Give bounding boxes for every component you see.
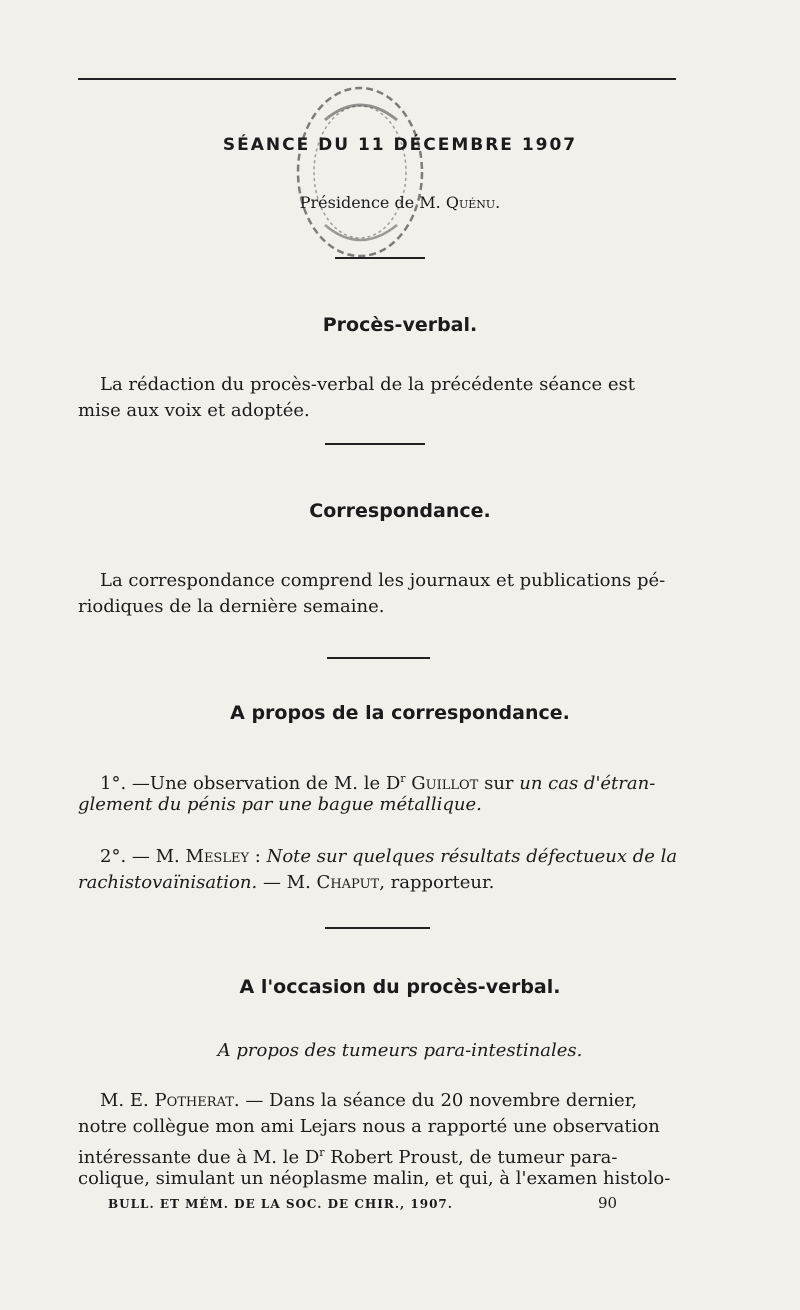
item2-italic-b: rachistovaïnisation.: [78, 872, 258, 893]
occasion-line-3-b: Robert Proust, de tumeur para-: [330, 1147, 618, 1168]
footer-bulletin: BULL. ET MÉM. DE LA SOC. DE CHIR., 1907.: [108, 1197, 453, 1211]
occasion-line-1: [100, 1088, 637, 1113]
a-propos-item-2-line-2: [78, 870, 494, 895]
correspondance-title: Correspondance.: [309, 500, 491, 522]
occasion-line-1-rest: — Dans la séance du 20 novembre dernier,: [245, 1090, 638, 1111]
a-propos-item-2-line-1: [100, 844, 677, 869]
occasion-line-3-a: intéressante due à M. le D: [78, 1147, 320, 1168]
separator-rule-3: [325, 927, 430, 929]
separator-rule-1: [325, 443, 425, 445]
item2-colon: :: [254, 846, 261, 867]
separator-rule-2: [327, 657, 430, 659]
occasion-subtitle-text: A propos des tumeurs para-intestinales.: [217, 1040, 583, 1061]
proces-verbal-line-2: mise aux voix et adoptée.: [78, 400, 310, 421]
potherat-name: M. E. Potherat.: [100, 1090, 240, 1111]
item2-end-suffix: rapporteur.: [390, 872, 495, 893]
header-rule: [335, 257, 425, 259]
correspondance-line-2: riodiques de la dernière semaine.: [78, 596, 385, 617]
occasion-line-2: notre collègue mon ami Lejars nous a rapporté une observation: [78, 1116, 660, 1137]
item2-end-prefix: — M.: [262, 872, 311, 893]
correspondance-line-1: La correspondance comprend les journaux et publications pé-: [100, 570, 666, 591]
item1-number: 1°. —Une observation de M. le D: [100, 773, 401, 794]
item2-name: Mesley: [185, 846, 250, 867]
occasion-subtitle: [0, 1040, 800, 1061]
a-propos-title: A propos de la correspondance.: [230, 702, 570, 724]
presidence-prefix: Présidence de M.: [299, 193, 441, 212]
occasion-line-4: colique, simulant un néoplasme malin, et qui, à l'examen histolo-: [78, 1168, 671, 1189]
presidence-line: [0, 193, 800, 212]
item1-italic-b: glement du pénis par une bague métallique.: [78, 794, 482, 815]
proces-verbal-line-1: La rédaction du procès-verbal de la précédente séance est: [100, 374, 635, 395]
presidence-name: Quénu.: [445, 193, 501, 212]
item2-number: 2°. — M.: [100, 846, 180, 867]
a-propos-item-1-line-2: [78, 792, 482, 817]
session-title: SÉANCE DU 11 DÉCEMBRE 1907: [222, 135, 578, 155]
occasion-line-3-sup: r: [319, 1146, 325, 1159]
item1-sup: r: [400, 772, 406, 785]
library-stamp-icon: [285, 80, 435, 265]
proces-verbal-title: Procès-verbal.: [322, 314, 478, 336]
item2-end-name: Chaput,: [316, 872, 385, 893]
item1-name: Guillot: [411, 773, 479, 794]
item1-sur: sur: [484, 773, 514, 794]
footer-page-number: 90: [598, 1194, 618, 1212]
item1-italic-a: un cas d'étran-: [519, 773, 656, 794]
item2-italic-a: Note sur quelques résultats défectueux de la: [266, 846, 678, 867]
occasion-title: A l'occasion du procès-verbal.: [239, 976, 561, 998]
